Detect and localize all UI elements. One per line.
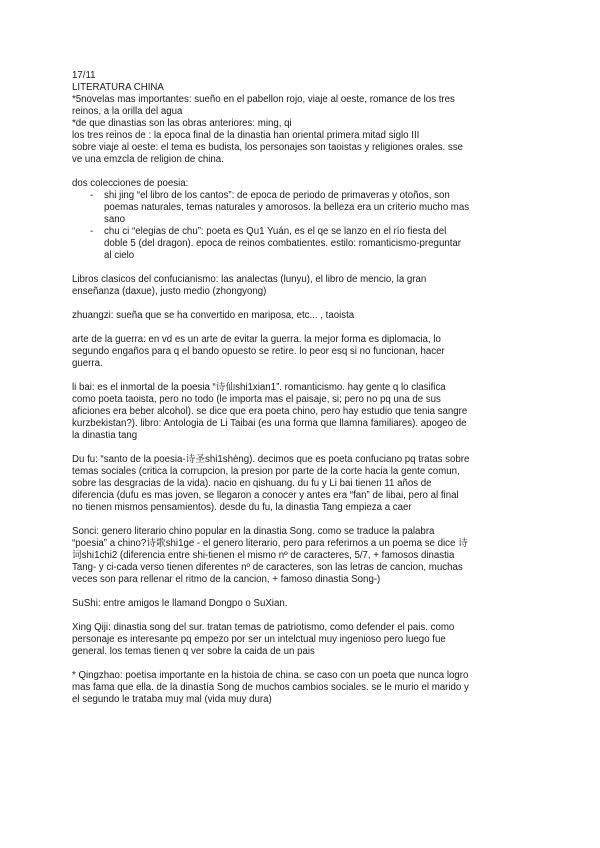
- text-line: diferencia (dufu es mas joven, se llegaron a conocer y antes era “fan” de libai, pero al final: [72, 490, 459, 501]
- paragraphs: [72, 262, 532, 706]
- text-line: al cielo: [104, 250, 135, 261]
- text-line: chu ci “elegias de chu”: poeta es Qu1 Yuán, es el qe se lanzo en el río fiesta del: [104, 226, 447, 237]
- text-line: Xing Qiji: dinastia song del sur. tratan temas de patriotismo, como defender el pais. como: [72, 622, 455, 633]
- text-line: “poesia” a chino?诗歌shi1ge - el genero literario, pero para referirnos a un poema se dice 诗: [72, 538, 468, 549]
- text-line: doble 5 (del dragon). epoca de reinos combatientes. estilo: romanticismo-preguntar: [104, 238, 462, 249]
- text-line: poemas naturales, temas naturales y amorosos. la belleza era un criterio mucho mas: [104, 202, 470, 213]
- paragraph: [72, 622, 532, 658]
- text-line: segundo engaños para q el bando opuesto se retire. lo peor esq si no funcionan, hacer: [72, 346, 445, 357]
- text-line: Sonci: genero literario chino popular en la dinastia Song. como se traduce la palabra: [72, 526, 435, 537]
- bullet-dash: -: [90, 190, 94, 201]
- text-line: Tang- y ci-cada verso tienen diferentes nº de caracteres, son las letras de cancion, muchas: [72, 562, 463, 573]
- bullet-text: [104, 190, 532, 226]
- text-line: shi jing “el libro de los cantos”: de epoca de periodo de primaveras y otoños, son: [104, 190, 450, 201]
- text-line: como poeta taoista, pero no todo (le importa mas el paisaje, si; pero no pq una de sus: [72, 394, 441, 405]
- text-line: general. los temas tienen q ver sobre la caida de un pais: [72, 646, 315, 657]
- text-line: los tres reinos de : la epoca final de la dinastia han oriental primera mitad siglo III: [72, 130, 420, 141]
- text-line: zhuangzi: sueña que se ha convertido en mariposa, etc... , taoista: [72, 310, 355, 321]
- bullet-text: [104, 226, 532, 262]
- text-line: aficiones era beber alcohol). se dice que era poeta chino, pero hay estudio que tenia sangre: [72, 406, 468, 417]
- paragraph: [72, 526, 532, 586]
- paragraph: [72, 310, 532, 322]
- text-line: temas sociales (critica la corrupcion, la presion por parte de la corte hacia la gente comun,: [72, 466, 460, 477]
- text-line: ve una emzcla de religion de china.: [72, 154, 224, 165]
- document-page: [72, 70, 532, 706]
- text-line: kurzbekistan?). libro: Antologia de Li Taibai (es una forma que llamna familiares). apogeo de: [72, 418, 467, 429]
- poetry-list: [72, 190, 532, 262]
- text-line: Libros clasicos del confucianismo: las analectas (lunyu), el libro de mencio, la gran: [72, 274, 427, 285]
- text-line: mas fama que ella. de la dinastía Song de muchos cambios sociales. se le murio el marido y: [72, 682, 469, 693]
- note-subject: LITERATURA CHINA: [72, 82, 164, 93]
- text-line: guerra.: [72, 358, 103, 369]
- text-line: la dinastia tang: [72, 430, 138, 441]
- paragraph: [72, 382, 532, 442]
- paragraph: [72, 454, 532, 514]
- paragraph: [72, 274, 532, 298]
- paragraph: [72, 598, 532, 610]
- text-line: sano: [104, 214, 126, 225]
- text-line: el segundo le trataba muy mal (vida muy dura): [72, 694, 272, 705]
- text-line: veces son para rellenar el ritmo de la cancion, + famoso dinastia Song-): [72, 574, 381, 585]
- text-line: SuShi: entre amigos le llamand Dongpo o SuXian.: [72, 598, 288, 609]
- intro-block: [72, 94, 532, 166]
- text-line: 词shi1chi2 (diferencia entre shi-tienen el mismo nº de caracteres, 5/7, + famosos dinastia: [72, 550, 455, 561]
- bullet-dash: -: [90, 226, 94, 237]
- text-line: * Qingzhao: poetisa importante en la histoia de china. se caso con un poeta que nunca logro: [72, 670, 469, 681]
- poetry-heading: dos colecciones de poesia:: [72, 178, 189, 189]
- text-line: *de que dinastias son las obras anteriores: ming, qi: [72, 118, 292, 129]
- text-line: *5novelas mas importantes: sueño en el pabellon rojo, viaje al oeste, romance de los tres: [72, 94, 455, 105]
- paragraph: [72, 334, 532, 370]
- text-line: sobre las desgracias de la vida). nacio en qishuang. du fu y Li bai tienen 11 años de: [72, 478, 432, 489]
- paragraph: [72, 670, 532, 706]
- note-date: 17/11: [72, 70, 96, 81]
- text-line: reinos, a la orilla del agua: [72, 106, 183, 117]
- text-line: no tienen mismos pensamientos). desde du fu, la dinastia Tang empieza a caer: [72, 502, 412, 513]
- text-line: arte de la guerra: en vd es un arte de evitar la guerra. la mejor forma es diplomacia, lo: [72, 334, 441, 345]
- text-line: Du fu: “santo de la poesia-诗圣shi1shèng). decimos que es poeta confuciano pq tratas sobre: [72, 454, 470, 465]
- text-line: sobre viaje al oeste: el tema es budista, los personajes son taoistas y religiones orales. sse: [72, 142, 463, 153]
- text-line: enseñanza (daxue), justo medio (zhongyong): [72, 286, 267, 297]
- bullet-item: [72, 226, 532, 262]
- text-line: li bai: es el inmortal de la poesia “诗仙shi1xian1”. romanticismo. hay gente q lo clasifica: [72, 382, 446, 393]
- text-line: personaje es interesante pq empezo por ser un intelctual muy ingenioso pero luego fue: [72, 634, 446, 645]
- bullet-item: [72, 190, 532, 226]
